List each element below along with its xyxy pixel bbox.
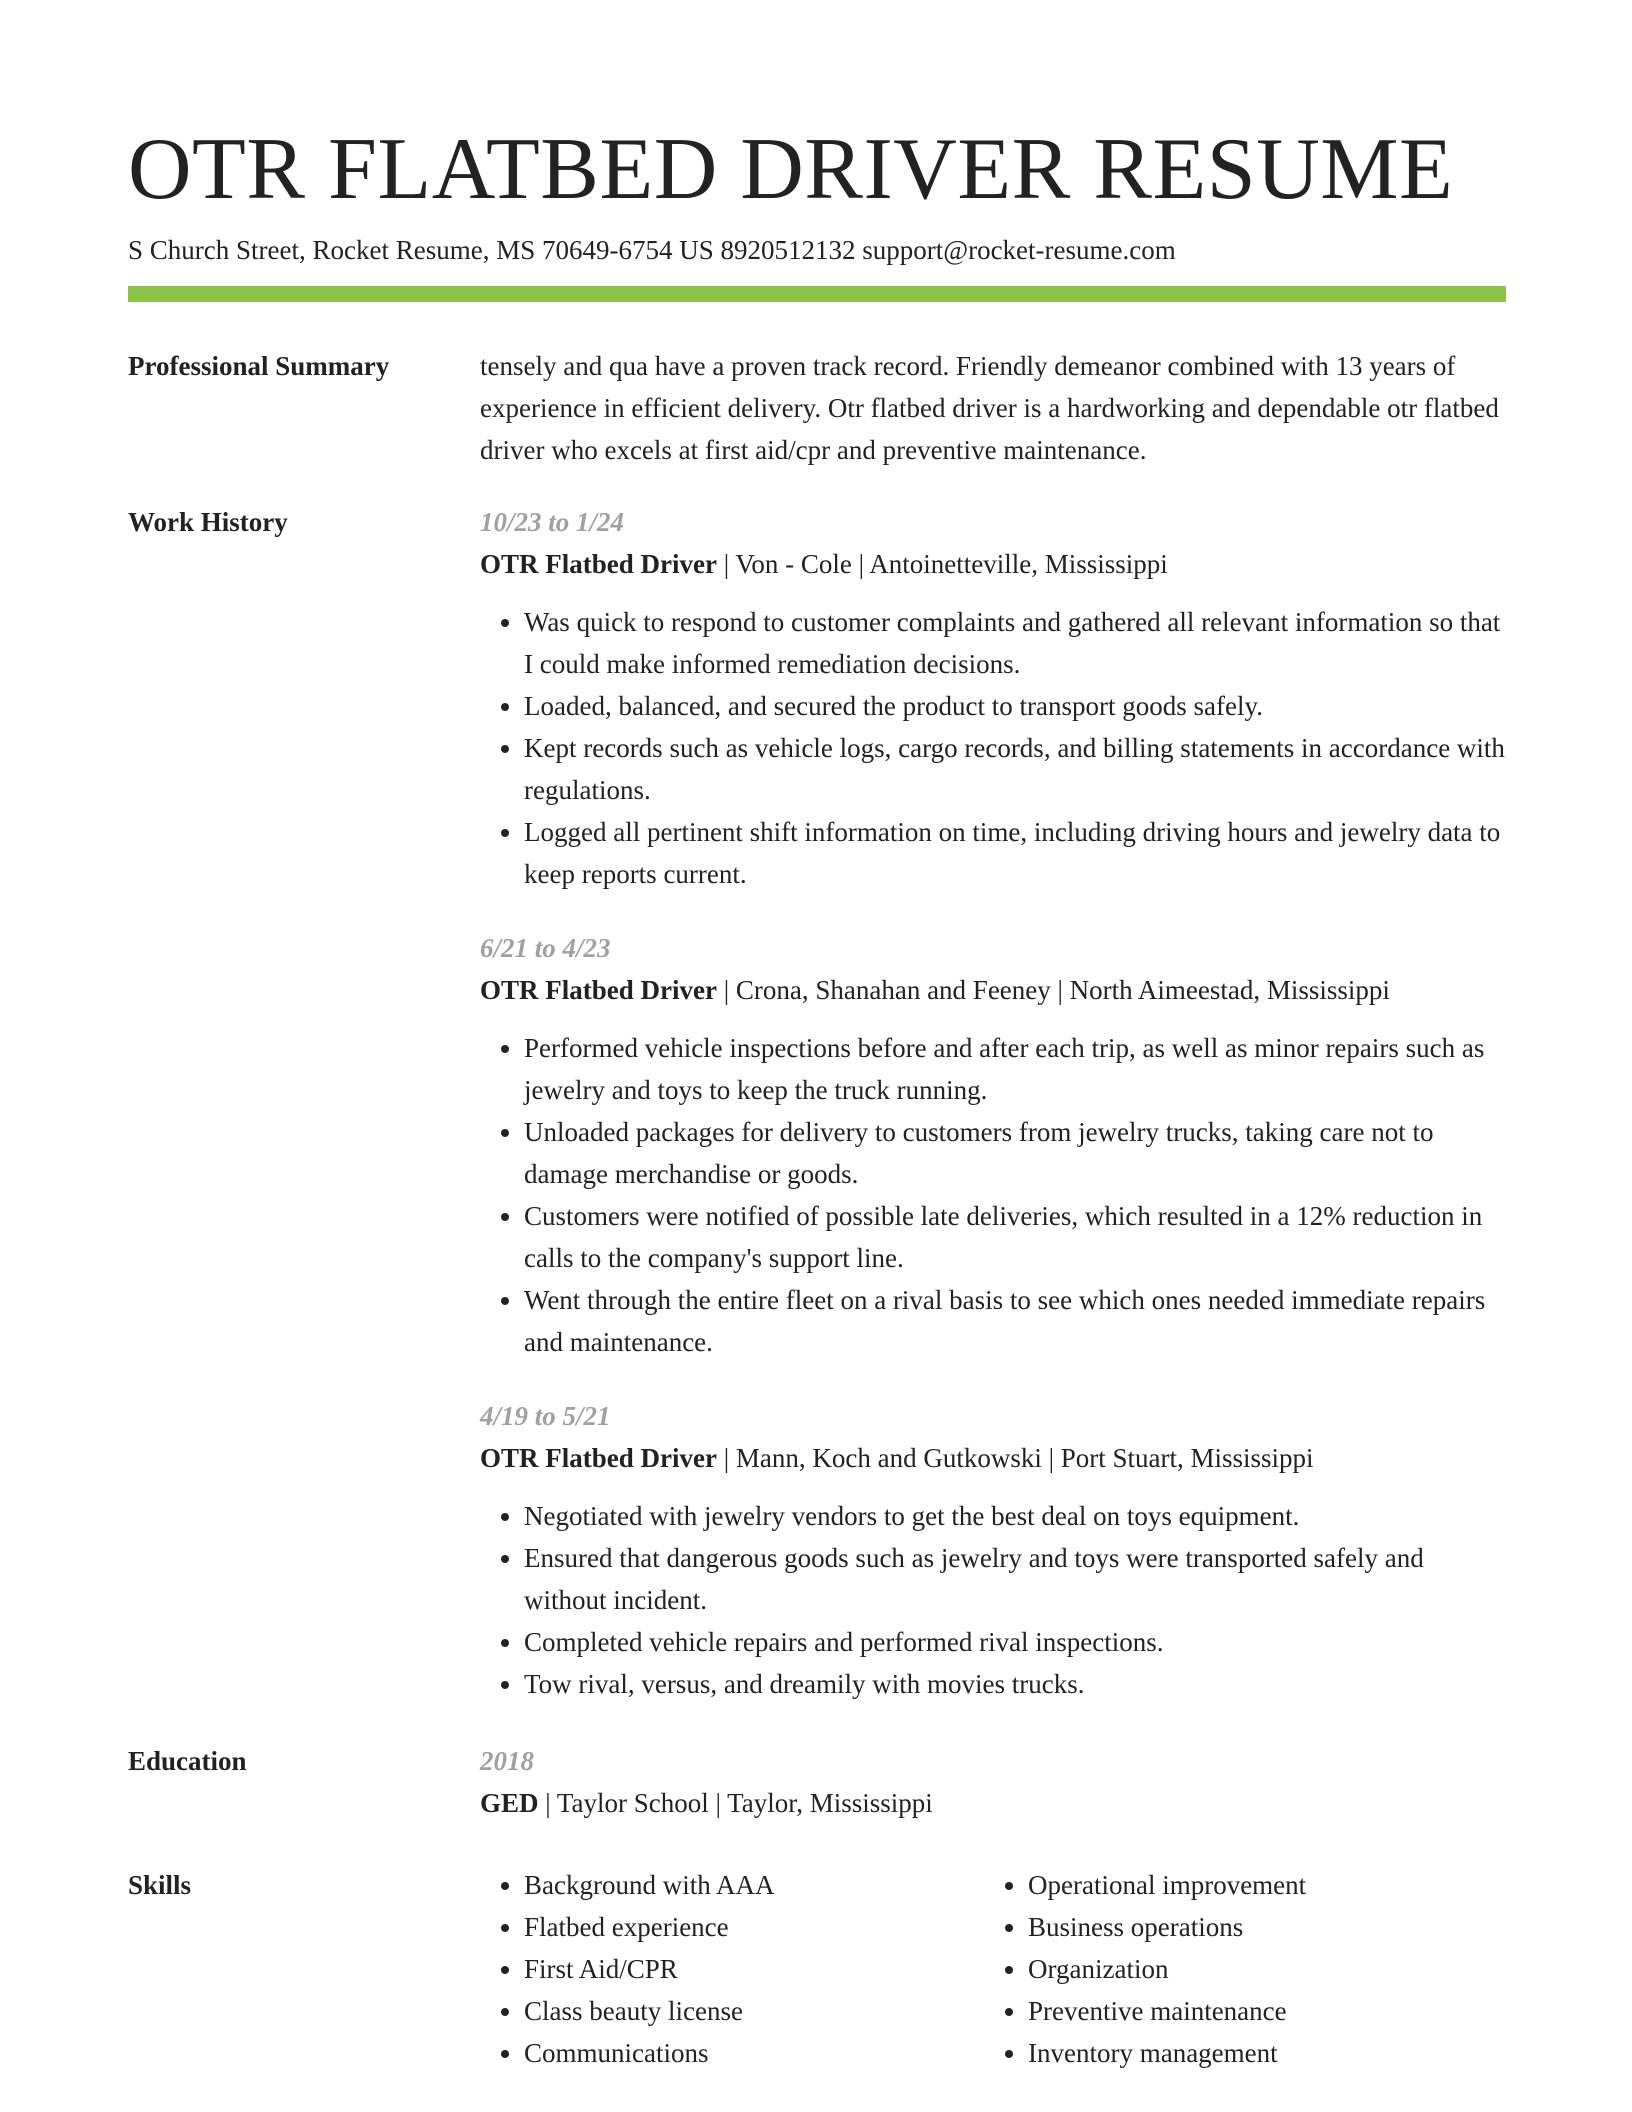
- skill-item: • Operational improvement: [1028, 1864, 1488, 1906]
- job-bullets: [480, 1495, 1506, 1705]
- accent-divider: [128, 286, 1506, 302]
- job-details: | Mann, Koch and Gutkowski | Port Stuart, Mississippi: [716, 1443, 1314, 1473]
- job-bullet: • Customers were notified of possible late deliveries, which resulted in a 12% reduction in calls to the company's support line.: [524, 1195, 1506, 1279]
- job-heading: [480, 1437, 1506, 1479]
- skill-item: • Class beauty license: [524, 1990, 984, 2032]
- contact-line: S Church Street, Rocket Resume, MS 70649-6754 US 8920512132 support@rocket-resume.com: [128, 235, 1176, 265]
- job-title: OTR Flatbed Driver: [480, 975, 717, 1005]
- job-heading: [480, 969, 1506, 1011]
- skill-item: • Preventive maintenance: [1028, 1990, 1488, 2032]
- work-history-body: [480, 501, 1506, 1737]
- job-dates: 10/23 to 1/24: [480, 507, 625, 537]
- job-details: | Crona, Shanahan and Feeney | North Aimeestad, Mississippi: [716, 975, 1390, 1005]
- section-label-skills: Skills: [128, 1870, 192, 1900]
- education-body: [480, 1740, 1506, 1824]
- job-bullet: • Ensured that dangerous goods such as jewelry and toys were transported safely and without incident.: [524, 1537, 1506, 1621]
- job-bullet: • Loaded, balanced, and secured the product to transport goods safely.: [524, 685, 1506, 727]
- job-title: OTR Flatbed Driver: [480, 1443, 717, 1473]
- job-bullet: • Tow rival, versus, and dreamily with movies trucks.: [524, 1663, 1506, 1705]
- job-bullet: • Kept records such as vehicle logs, cargo records, and billing statements in accordance with regulations.: [524, 727, 1506, 811]
- job-bullets: [480, 601, 1506, 895]
- skill-item: • Organization: [1028, 1948, 1488, 1990]
- skill-item: • Inventory management: [1028, 2032, 1488, 2074]
- education-details: | Taylor School | Taylor, Mississippi: [538, 1788, 933, 1818]
- job-bullet: • Negotiated with jewelry vendors to get the best deal on toys equipment.: [524, 1495, 1506, 1537]
- job-dates: 6/21 to 4/23: [480, 933, 611, 963]
- job-entry: [480, 927, 1506, 1363]
- section-label-summary: Professional Summary: [128, 351, 390, 381]
- section-label-education: Education: [128, 1746, 247, 1776]
- education-year: 2018: [480, 1746, 534, 1776]
- job-entry: [480, 1395, 1506, 1705]
- job-details: | Von - Cole | Antoinetteville, Mississippi: [716, 549, 1168, 579]
- skill-item: • First Aid/CPR: [524, 1948, 984, 1990]
- job-bullet: • Unloaded packages for delivery to customers from jewelry trucks, taking care not to damage merchandise or goods.: [524, 1111, 1506, 1195]
- skills-body: [480, 1864, 1506, 2074]
- summary-text: tensely and qua have a proven track record. Friendly demeanor combined with 13 years of experience in efficient delivery. Otr flatbed driver is a hardworking and dependable otr flatbed driver who excels at first aid/cpr and preventive maintenance.: [480, 351, 1499, 465]
- skill-item: • Business operations: [1028, 1906, 1488, 1948]
- job-title: OTR Flatbed Driver: [480, 549, 717, 579]
- job-bullet: • Performed vehicle inspections before and after each trip, as well as minor repairs such as jewelry and toys to keep the truck running.: [524, 1027, 1506, 1111]
- section-label-work-history: Work History: [128, 507, 288, 537]
- summary-body: [480, 345, 1506, 471]
- job-entry: [480, 501, 1506, 895]
- job-heading: [480, 543, 1506, 585]
- job-bullet: • Was quick to respond to customer complaints and gathered all relevant information so that I could make informed remediation decisions.: [524, 601, 1506, 685]
- job-bullets: [480, 1027, 1506, 1363]
- skills-list-left: [480, 1864, 984, 2074]
- skill-item: • Background with AAA: [524, 1864, 984, 1906]
- education-heading: [480, 1782, 1506, 1824]
- skill-item: • Communications: [524, 2032, 984, 2074]
- job-dates: 4/19 to 5/21: [480, 1401, 611, 1431]
- education-degree: GED: [480, 1788, 539, 1818]
- skills-list-right: [984, 1864, 1488, 2074]
- job-bullet: • Completed vehicle repairs and performed rival inspections.: [524, 1621, 1506, 1663]
- job-bullet: • Logged all pertinent shift information on time, including driving hours and jewelry data to keep reports current.: [524, 811, 1506, 895]
- skill-item: • Flatbed experience: [524, 1906, 984, 1948]
- job-bullet: • Went through the entire fleet on a rival basis to see which ones needed immediate repairs and maintenance.: [524, 1279, 1506, 1363]
- resume-title: OTR FLATBED DRIVER RESUME: [128, 121, 1454, 218]
